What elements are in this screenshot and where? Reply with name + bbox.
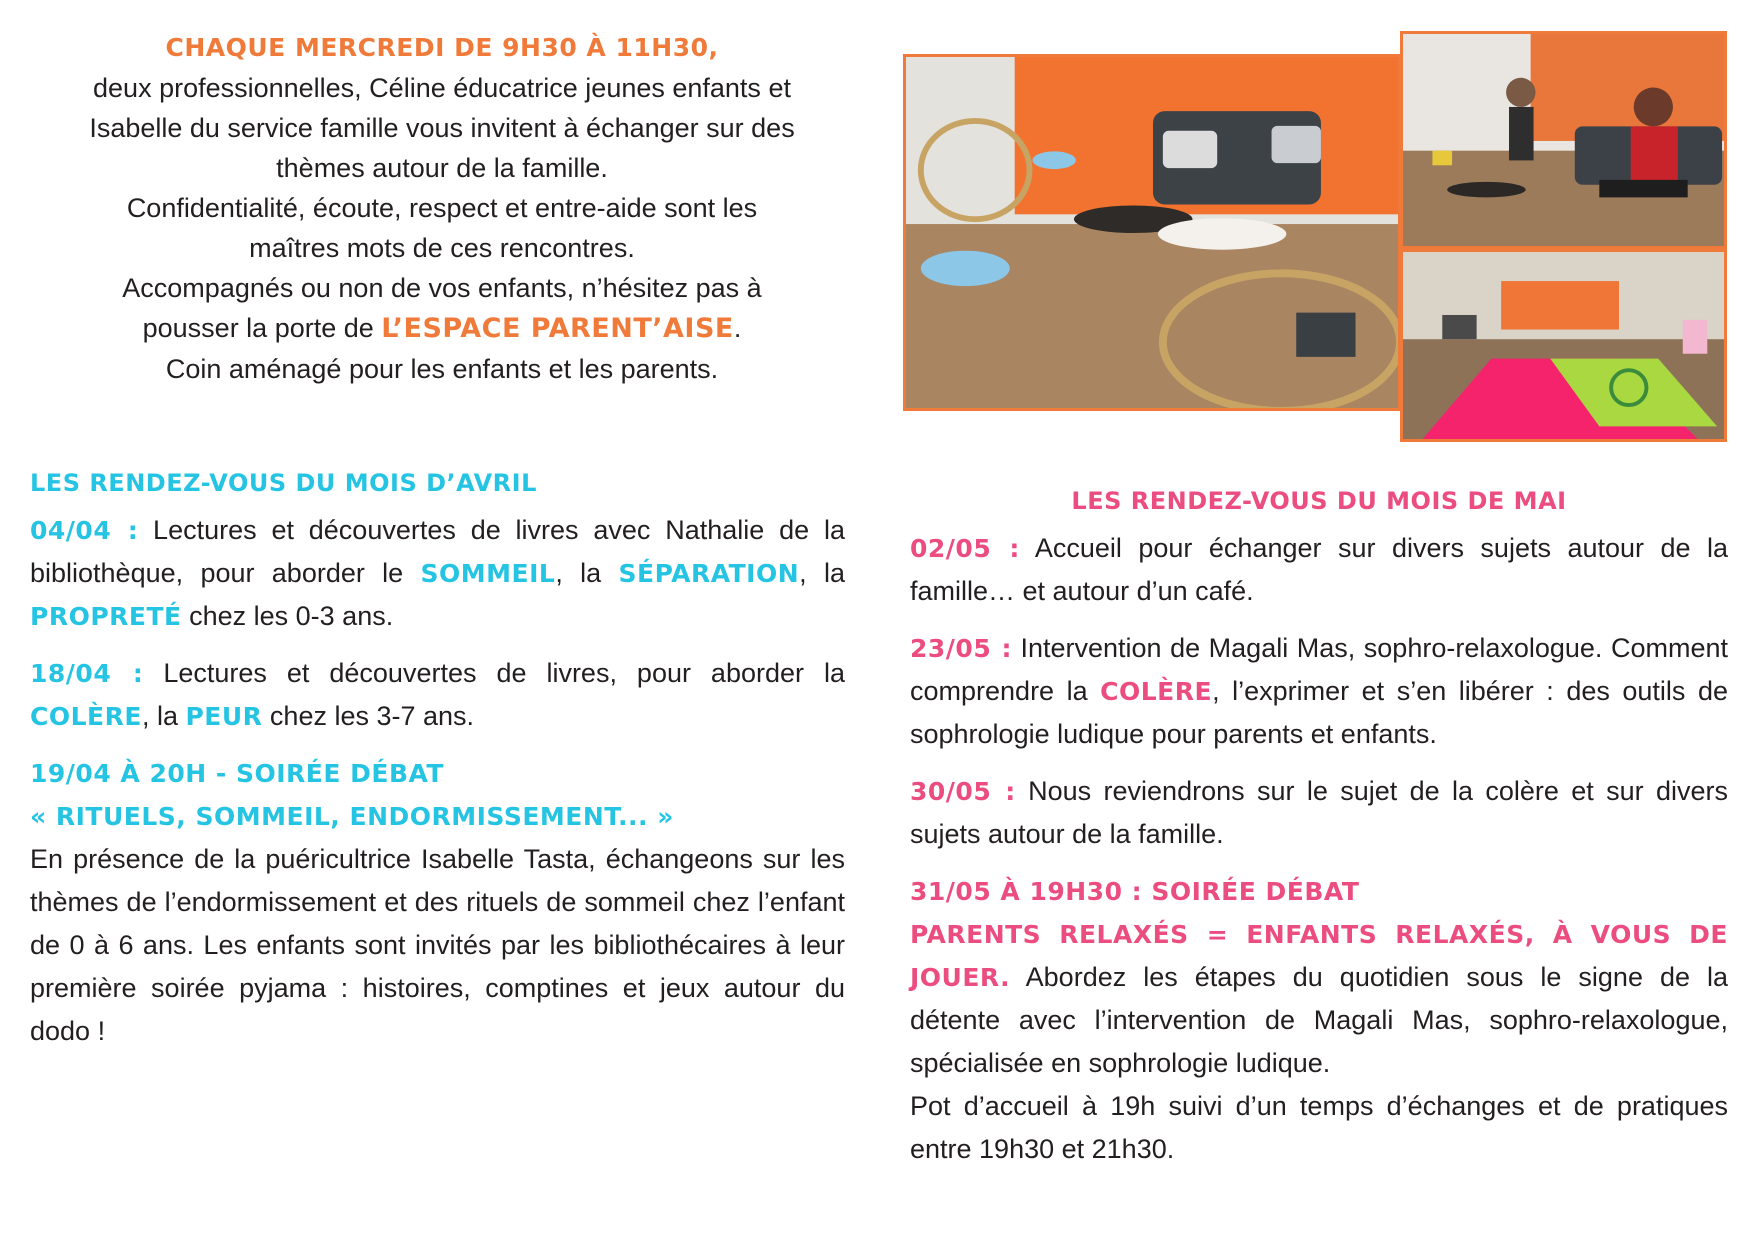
- event-date: 18/04 :: [30, 659, 144, 688]
- event-date: 02/05 :: [910, 534, 1020, 563]
- intro-line: Accompagnés ou non de vos enfants, n’hésitez pas à: [122, 273, 762, 303]
- photo-lounge: [903, 54, 1401, 411]
- intro-line: Confidentialité, écoute, respect et entre-aide sont les: [126, 193, 758, 223]
- intro-headline: CHAQUE MERCREDI DE 9H30 À 11H30,: [165, 33, 719, 62]
- intro-line: Isabelle du service famille vous invitent à échanger sur des: [89, 113, 795, 143]
- event-description: Pot d’accueil à 19h suivi d’un temps d’échanges et de pratiques entre 19h30 et 21h30.: [910, 1091, 1728, 1164]
- photo-play-area: [1400, 249, 1727, 442]
- may-item: 30/05 : Nous reviendrons sur le sujet de la colère et sur divers sujets autour de la famille.: [910, 776, 1729, 849]
- event-subtitle: « RITUELS, SOMMEIL, ENDORMISSEMENT... »: [30, 802, 674, 831]
- may-column: [910, 480, 1728, 1171]
- april-item: 18/04 : Lectures et découvertes de livres, pour aborder la COLÈRE, la PEUR chez les 3-7 ans.: [30, 658, 845, 731]
- event-subtitle: PARENTS RELAXÉS = ENFANTS RELAXÉS, À VOUS DE JOUER.: [910, 920, 1728, 992]
- intro-line: maîtres mots de ces rencontres.: [249, 233, 635, 263]
- event-description: En présence de la puéricultrice Isabelle Tasta, échangeons sur les thèmes de l’endormissement et des rituels de sommeil chez l’enfant de 0 à 6 ans. Les enfants sont invités par les bibliothécaires à leur première soirée pyjama : histoires, comptines et jeux autour du dodo !: [30, 844, 845, 1046]
- event-title: 31/05 À 19H30 : SOIRÉE DÉBAT: [910, 877, 1360, 906]
- keyword: SOMMEIL: [420, 559, 556, 588]
- place-name: L’ESPACE PARENT’AISE: [381, 313, 734, 344]
- event-title: 19/04 À 20H - SOIRÉE DÉBAT: [30, 759, 444, 788]
- keyword: PEUR: [185, 702, 263, 731]
- intro-line: Coin aménagé pour les enfants et les parents.: [165, 354, 719, 384]
- april-title: LES RENDEZ-VOUS DU MOIS D’AVRIL: [30, 469, 537, 497]
- keyword: PROPRETÉ: [30, 602, 182, 631]
- event-date: 23/05 :: [910, 634, 1012, 663]
- april-item: 04/04 : Lectures et découvertes de livres avec Nathalie de la bibliothèque, pour aborder le SOMMEIL, la SÉPARATION, la PROPRETÉ chez les 0-3 ans.: [30, 515, 845, 631]
- intro-line: pousser la porte de L’ESPACE PARENT’AISE.: [142, 313, 742, 344]
- april-column: [30, 462, 845, 1053]
- photo-educators: [1400, 31, 1727, 249]
- may-item: [910, 870, 1728, 1171]
- intro-block: [22, 28, 862, 389]
- event-date: 30/05 :: [910, 777, 1016, 806]
- may-title: LES RENDEZ-VOUS DU MOIS DE MAI: [1071, 487, 1567, 515]
- intro-line: deux professionnelles, Céline éducatrice jeunes enfants et: [93, 73, 791, 103]
- april-item: [30, 752, 845, 1053]
- keyword: COLÈRE: [1100, 677, 1213, 706]
- keyword: COLÈRE: [30, 702, 142, 731]
- may-item: 02/05 : Accueil pour échanger sur divers sujets autour de la famille… et autour d’un café.: [910, 533, 1728, 606]
- may-item: 23/05 : Intervention de Magali Mas, sophro-relaxologue. Comment comprendre la COLÈRE, l’exprimer et s’en libérer : des outils de sophrologie ludique pour parents et enfants.: [910, 633, 1728, 749]
- event-description: Abordez les étapes du quotidien sous le signe de la détente avec l’intervention de Magali Mas, sophro-relaxologue, spécialisée en sophrologie ludique.: [910, 962, 1728, 1078]
- keyword: SÉPARATION: [618, 559, 800, 588]
- event-date: 04/04 :: [30, 516, 139, 545]
- intro-line: thèmes autour de la famille.: [276, 153, 608, 183]
